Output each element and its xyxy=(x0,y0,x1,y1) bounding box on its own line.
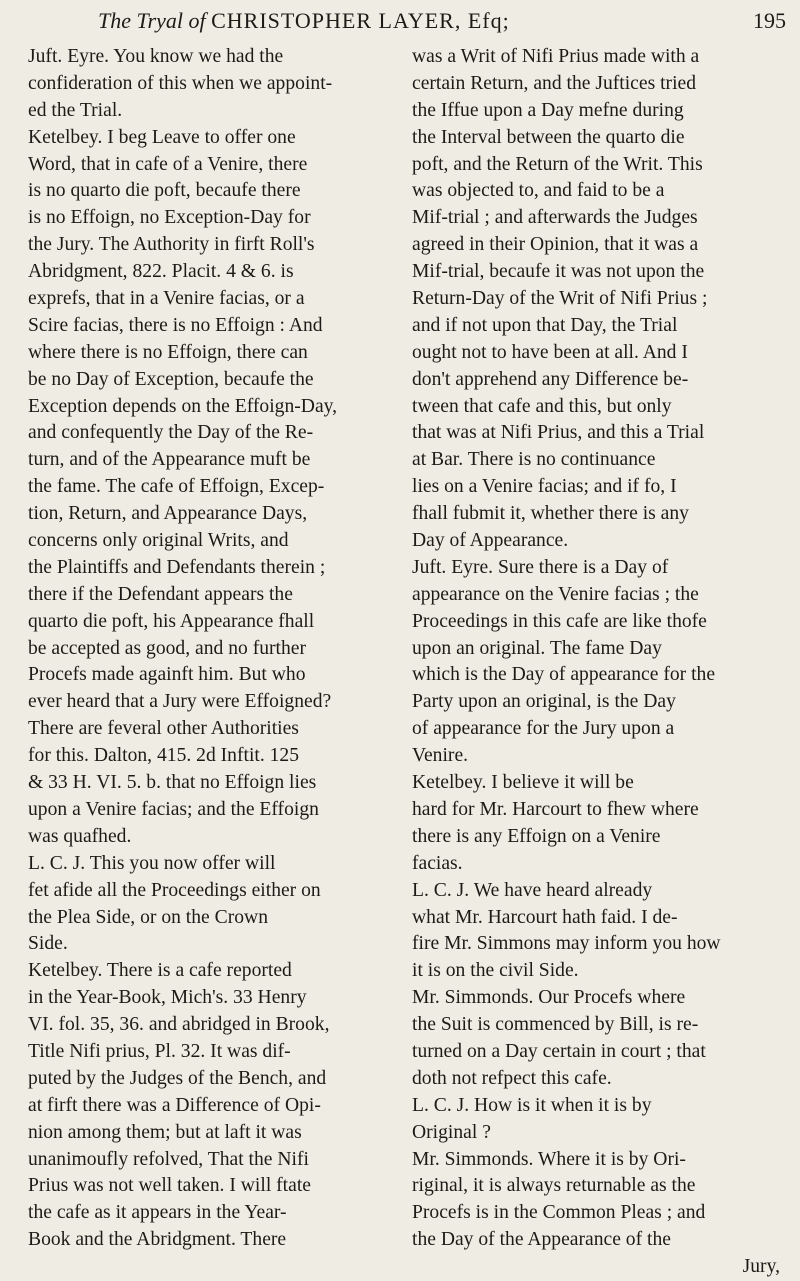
text-line: & 33 H. VI. 5. b. that no Effoign lies xyxy=(28,772,317,794)
text-line: Juft. Eyre. Sure there is a Day of xyxy=(412,556,669,578)
text-line: riginal, it is always returnable as the xyxy=(412,1175,696,1197)
text-line: facias. xyxy=(412,852,463,874)
text-line: VI. fol. 35, 36. and abridged in Brook, xyxy=(28,1014,330,1036)
text-line: Abridgment, 822. Placit. 4 & 6. is xyxy=(28,261,294,283)
text-line: was objected to, and faid to be a xyxy=(412,180,665,202)
text-line: is no quarto die poft, becaufe there xyxy=(28,180,301,202)
text-line: There are feveral other Authorities xyxy=(28,718,299,740)
text-line: nion among them; but at laft it was xyxy=(28,1121,302,1143)
text-line: Juft. Eyre. You know we had the xyxy=(28,46,284,67)
running-header xyxy=(20,6,790,38)
text-line: lies on a Venire facias; and if fo, I xyxy=(412,476,677,498)
text-line: and if not upon that Day, the Trial xyxy=(412,314,678,336)
left-column xyxy=(28,44,388,1254)
text-line: Party upon an original, is the Day xyxy=(412,691,676,713)
text-line: Title Nifi prius, Pl. 32. It was dif- xyxy=(28,1040,291,1062)
text-line: Return-Day of the Writ of Nifi Prius ; xyxy=(412,288,708,310)
text-line: that was at Nifi Prius, and this a Trial xyxy=(412,422,705,444)
text-line: Original ? xyxy=(412,1121,491,1143)
text-line: Word, that in cafe of a Venire, there xyxy=(28,153,308,175)
text-line: fhall fubmit it, whether there is any xyxy=(412,503,689,525)
text-line: confideration of this when we appoint- xyxy=(28,72,333,94)
text-line: Day of Appearance. xyxy=(412,530,569,552)
text-line: what Mr. Harcourt hath faid. I de- xyxy=(412,906,678,928)
text-line: unanimoufly refolved, That the Nifi xyxy=(28,1148,309,1170)
text-line: the Plea Side, or on the Crown xyxy=(28,906,268,928)
text-line: Mr. Simmonds. Our Procefs where xyxy=(412,987,686,1009)
text-line: Proceedings in this cafe are like thofe xyxy=(412,610,707,632)
text-line: was quafhed. xyxy=(28,825,132,847)
text-line: ed the Trial. xyxy=(28,99,123,121)
text-line: the Suit is commenced by Bill, is re- xyxy=(412,1014,699,1036)
text-line: upon a Venire facias; and the Effoign xyxy=(28,798,319,820)
running-title xyxy=(98,8,510,34)
page-number: 195 xyxy=(753,8,786,33)
text-line: which is the Day of appearance for the xyxy=(412,664,716,686)
text-line: hard for Mr. Harcourt to fhew where xyxy=(412,798,699,820)
text-line: and confequently the Day of the Re- xyxy=(28,422,314,444)
right-column xyxy=(412,44,780,1281)
text-line: tion, Return, and Appearance Days, xyxy=(28,503,308,525)
text-line: Ketelbey. There is a cafe reported xyxy=(28,960,292,982)
text-line: Side. xyxy=(28,933,68,955)
text-line: puted by the Judges of the Bench, and xyxy=(28,1067,327,1089)
text-line: ought not to have been at all. And I xyxy=(412,341,688,363)
text-line: Mif-trial ; and afterwards the Judges xyxy=(412,207,698,229)
text-line: the Iffue upon a Day mefne during xyxy=(412,99,684,121)
text-line: is no Effoign, no Exception-Day for xyxy=(28,207,311,229)
text-line: Mif-trial, becaufe it was not upon the xyxy=(412,261,705,283)
text-line: appearance on the Venire facias ; the xyxy=(412,583,699,605)
text-line: for this. Dalton, 415. 2d Inftit. 125 xyxy=(28,745,300,767)
text-line: Exception depends on the Effoign-Day, xyxy=(28,395,338,417)
text-line: where there is no Effoign, there can xyxy=(28,341,308,363)
text-line: certain Return, and the Juftices tried xyxy=(412,72,697,94)
text-line: L. C. J. We have heard already xyxy=(412,879,653,901)
text-line: there is any Effoign on a Venire xyxy=(412,825,661,847)
text-line: the Plaintiffs and Defendants therein ; xyxy=(28,556,326,578)
text-line: exprefs, that in a Venire facias, or a xyxy=(28,288,305,310)
text-line: be accepted as good, and no further xyxy=(28,637,307,659)
text-line: Prius was not well taken. I will ftate xyxy=(28,1175,311,1197)
text-line: at firft there was a Difference of Opi- xyxy=(28,1094,321,1116)
text-line: the cafe as it appears in the Year- xyxy=(28,1202,287,1224)
text-line: doth not refpect this cafe. xyxy=(412,1067,612,1089)
text-line: Book and the Abridgment. There xyxy=(28,1229,287,1251)
text-line: Procefs made againft him. But who xyxy=(28,664,306,686)
text-line: Mr. Simmonds. Where it is by Ori- xyxy=(412,1148,686,1170)
text-line: tween that cafe and this, but only xyxy=(412,395,672,417)
text-line: the Day of the Appearance of the xyxy=(412,1229,671,1251)
text-line: Ketelbey. I believe it will be xyxy=(412,772,634,794)
title-prefix: The Tryal of xyxy=(98,8,206,33)
text-line: turned on a Day certain in court ; that xyxy=(412,1040,706,1062)
text-line: be no Day of Exception, becaufe the xyxy=(28,368,314,390)
text-line: turn, and of the Appearance muft be xyxy=(28,449,311,471)
text-line: the fame. The cafe of Effoign, Excep- xyxy=(28,476,325,498)
text-line: ever heard that a Jury were Effoigned? xyxy=(28,691,332,713)
text-line: don't apprehend any Difference be- xyxy=(412,368,689,390)
text-line: of appearance for the Jury upon a xyxy=(412,718,675,740)
text-line: fire Mr. Simmons may inform you how xyxy=(412,933,721,955)
text-line: fet afide all the Proceedings either on xyxy=(28,879,321,901)
catchword: Jury, xyxy=(742,1256,780,1278)
text-line: concerns only original Writs, and xyxy=(28,530,289,552)
text-line: the Jury. The Authority in firft Roll's xyxy=(28,234,315,256)
text-line: Procefs is in the Common Pleas ; and xyxy=(412,1202,706,1224)
text-line: the Interval between the quarto die xyxy=(412,126,685,148)
text-line: Ketelbey. I beg Leave to offer one xyxy=(28,126,296,148)
text-line: there if the Defendant appears the xyxy=(28,583,293,605)
text-line: agreed in their Opinion, that it was a xyxy=(412,234,699,256)
text-line: upon an original. The fame Day xyxy=(412,637,662,659)
title-name: CHRISTOPHER LAYER, Efq; xyxy=(211,8,510,33)
text-line: L. C. J. This you now offer will xyxy=(28,852,276,874)
text-line: L. C. J. How is it when it is by xyxy=(412,1094,652,1116)
text-line: poft, and the Return of the Writ. This xyxy=(412,153,703,175)
text-line: quarto die poft, his Appearance fhall xyxy=(28,610,315,632)
text-line: was a Writ of Nifi Prius made with a xyxy=(412,46,700,67)
text-line: at Bar. There is no continuance xyxy=(412,449,656,471)
text-line: Venire. xyxy=(412,745,469,767)
text-line: it is on the civil Side. xyxy=(412,960,579,982)
text-line: in the Year-Book, Mich's. 33 Henry xyxy=(28,987,307,1009)
text-line: Scire facias, there is no Effoign : And xyxy=(28,314,323,336)
